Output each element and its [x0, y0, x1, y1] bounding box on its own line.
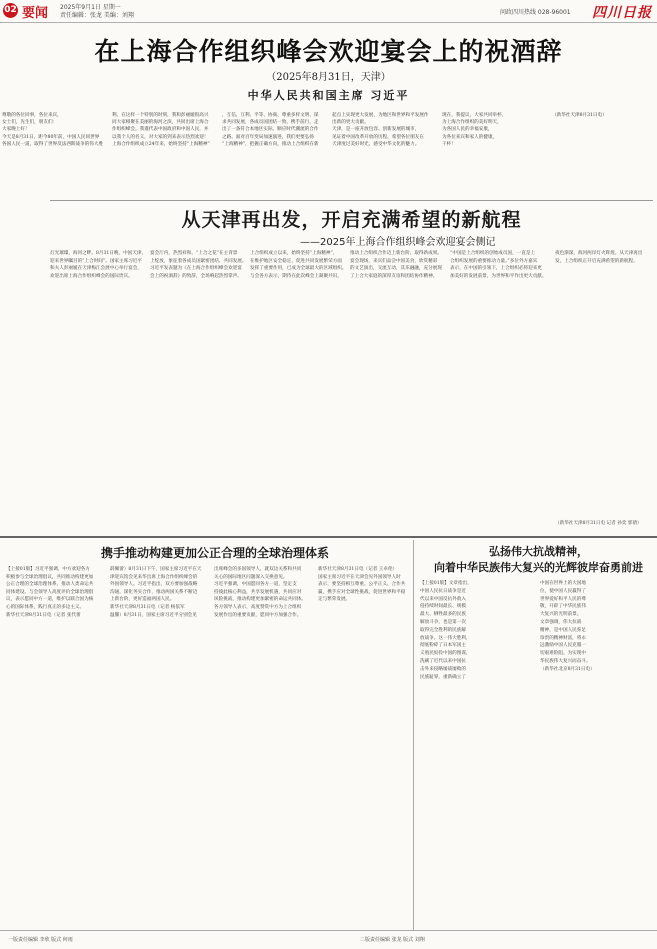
feature-byline: （新华社天津8月31日电 记者 孙奕 郭倩） — [555, 521, 642, 526]
text-line: 各方领导人表示，高度赞赏中方为上合组织 — [214, 604, 302, 610]
text-line: 新华社天津8月31日电（记者 杨依军 — [110, 604, 185, 610]
issue-date: 2025年9月1日 星期一 — [60, 4, 121, 11]
text-line: 习近平发表题为《在上海合作组织峰会欢迎宴 — [150, 266, 242, 272]
text-line: 津迎宾馆会见来华出席上海合作组织峰会的 — [110, 574, 198, 580]
section-divider — [50, 200, 653, 201]
text-line: 公正合理的全球治理体系，推动人类命运共 — [6, 582, 94, 588]
text-line: 为上海合作组织的美好明天， — [442, 120, 502, 126]
text-line: 新华社天津8月31日电（记者 张代蕾 — [6, 612, 81, 618]
text-line: 夜色渐深，海河两岸灯火辉煌。从天津再出 — [555, 251, 643, 256]
text-column — [150, 250, 246, 280]
text-line: 新华社天津8月31日电（记者 王卓伦） — [318, 567, 398, 572]
page-number: 02 — [3, 3, 18, 18]
toast-dateline: （2025年8月31日，天津） — [266, 72, 391, 83]
text-line: 外国领导人。习近平指出，双方要加强战略 — [110, 582, 198, 588]
section-name: 要闻 — [22, 6, 49, 21]
text-line: 同大家相聚在美丽的海河之滨，共同出席上海合 — [112, 120, 209, 126]
text-line: 国家主席习近平在天津会见外国领导人时 — [318, 574, 401, 580]
footer-left: 一版责任编辑 李欣 版式 何雨 — [8, 937, 73, 943]
text-line: 定与繁荣发展。 — [318, 597, 351, 603]
text-line: 宴会厅内，热烈祥和。“上合之花”在主背景 — [150, 251, 238, 256]
text-line: ，互信、互利、平等、协商、尊重多样文明、谋 — [222, 113, 319, 118]
text-column — [540, 580, 652, 674]
text-line: 彻底粉碎了日本军国主 — [420, 643, 466, 649]
text-line: 最大、牺牲最多的民族 — [420, 612, 466, 618]
issue-editor: 责任编辑：张龙 美编：刘翔 — [60, 12, 134, 19]
text-line: 义殖民奴役中国的图谋， — [420, 651, 471, 657]
text-line: 同体建设。与会领导人高度评价全球治理倡 — [6, 589, 94, 595]
text-line: 为各位来宾和家人的健康， — [442, 134, 498, 140]
text-column — [552, 112, 656, 119]
text-line: 今天是8月31日，距今80年前，中国人民同世界 — [2, 134, 100, 140]
text-column — [332, 112, 436, 148]
text-line: 代以来中国反抗外敌入 — [420, 596, 466, 602]
text-line: 大家晚上好！ — [2, 127, 30, 133]
hotline-number: 问政四川热线 028-96001 — [500, 9, 571, 16]
text-line: 位，使中国人民赢得了 — [540, 588, 586, 594]
text-line: 天津度过美好时光，感受中华文化的魅力。 — [332, 141, 420, 147]
text-line: 薛佩蕾）8月31日下午，国家主席习近平在天 — [110, 567, 202, 572]
text-line: 加美好的发展前景，为世界和平作出更大贡献。 — [450, 273, 546, 279]
text-line: 表示，要坚持相互尊重、公平正义、合作共 — [318, 582, 406, 588]
text-line: “上海精神”，把握正确方向，推动上合组织在新 — [222, 141, 319, 147]
article-right-title-line1: 弘扬伟大抗战精神， — [489, 545, 588, 558]
text-column — [214, 566, 312, 619]
text-line: 以我个人的名义，对大家的到来表示热烈欢迎！ — [112, 134, 209, 140]
text-column — [222, 112, 326, 148]
text-line: 远激励中国人民克服一 — [540, 643, 586, 649]
text-line: 议，表示愿同中方一道，维护以联合国为核 — [6, 597, 94, 603]
toast-headline: 在上海合作组织峰会欢迎宴会上的祝酒辞 — [94, 37, 563, 66]
text-column — [420, 580, 532, 681]
text-line: 中国在世界上的大国地 — [540, 581, 586, 586]
text-line: 大复兴的光明前景。 — [540, 612, 582, 618]
text-line: 各国人民一道，取得了世界反法西斯战争的伟大胜 — [2, 141, 104, 147]
text-line: 上合组织成立以来，始终坚持“上海精神”， — [250, 251, 338, 256]
text-line: 为各国人民的幸福安康， — [442, 127, 493, 133]
text-line: 持彼此核心利益，共享发展机遇，共同应对 — [214, 589, 302, 595]
text-line: 起点上实现更大发展，为地区和世界和平发展作 — [332, 113, 429, 118]
text-line: 民族耻辱，重新确立了 — [420, 674, 466, 680]
text-line: 干杯！ — [442, 141, 456, 147]
text-column — [250, 250, 346, 280]
text-line: 尊敬的各位同事，各位来宾， — [2, 113, 62, 118]
text-line: 天津，是一座开放包容、创新发展的城市， — [332, 127, 420, 133]
text-column — [555, 250, 651, 265]
text-line: 和夫人彭丽媛在天津梅江会展中心举行宴会， — [50, 266, 142, 272]
newspaper-logo: 四川日报 — [592, 5, 652, 21]
text-line: 【上接01版】习近平强调，中方欢迎各方 — [6, 567, 90, 572]
text-line: 之路。面对百年变局加速演进，我们更要弘扬 — [222, 134, 314, 140]
text-line: 出新的更大贡献。 — [332, 120, 369, 126]
text-line: 利。在这样一个特别的时刻，我和彭丽媛很高兴 — [112, 113, 209, 118]
text-line: 与会各方表示，期待在此次峰会上凝聚共识， — [250, 273, 342, 279]
page-footer — [0, 930, 657, 949]
text-line: 表示，在中国的引领下，上合组织必将迎来更 — [450, 266, 542, 272]
text-column — [110, 566, 208, 619]
text-column — [450, 250, 546, 280]
text-line: 心的国际体系，践行真正的多边主义。 — [6, 604, 85, 610]
text-line: “中国是上合组织的创始成员国，一直是上 — [450, 251, 536, 256]
text-line: 敬，开辟了中华民族伟 — [540, 604, 586, 610]
text-column — [6, 566, 104, 619]
text-line: 出席峰会的多国领导人，就双边关系和共同 — [214, 567, 302, 572]
text-line: 世界爱好和平人民的尊 — [540, 596, 586, 602]
text-line: 合组织发展的重要推动力量。”多位外方嘉宾 — [450, 258, 538, 264]
text-line: 珍贵的精神财富，将永 — [540, 635, 586, 641]
text-line: 赢，携手应对全球性挑战，促进世界和平稳 — [318, 589, 406, 595]
text-line: （新华社北京8月31日电） — [540, 666, 595, 672]
text-column — [112, 112, 216, 148]
text-line: 【上接01版】文章指出， — [420, 581, 472, 586]
feature-title: 从天津再出发，开启充满希望的新航程 — [181, 209, 522, 231]
text-line: 中国人民抗日战争是近 — [420, 588, 466, 594]
text-line: 作组织峰会。我谨代表中国政府和中国人民，并 — [112, 127, 209, 133]
text-line: 侵持续时间最长、规模 — [420, 604, 466, 610]
text-line: 的文艺演出，交流互动，其乐融融，充分展现 — [350, 266, 442, 272]
text-line: 洗刷了近代以来中国抗 — [420, 658, 466, 664]
page-masthead — [0, 0, 657, 23]
text-line: 放战争。这一伟大胜利， — [420, 635, 471, 641]
text-line: 现在，我提议，大家共同举杯， — [442, 113, 507, 118]
text-line: 风险挑战，推动构建更加紧密的命运共同体。 — [214, 597, 306, 603]
text-line: 欢迎出席上海合作组织峰会的国际贵宾。 — [50, 273, 133, 279]
text-line: 习近平强调，中国愿同各方一道，坚定支 — [214, 582, 297, 588]
text-line: 女士们，先生们，朋友们： — [2, 120, 58, 126]
text-column — [350, 250, 446, 280]
text-line: 切艰难险阻、为实现中 — [540, 651, 586, 657]
text-line: 灯光璀璨，海河之畔。8月31日晚，中国天津， — [50, 251, 146, 256]
text-line: 求共同发展，各成员国团结一致、携手前行，走 — [222, 120, 319, 126]
text-line: 温馨）8月31日，国家主席习近平分别会见 — [110, 612, 197, 618]
text-line: 了上合大家庭的深厚友谊和团结协作精神。 — [350, 273, 438, 279]
text-line: 精神，是中国人民弥足 — [540, 627, 586, 633]
text-column — [442, 112, 546, 148]
text-column — [318, 566, 416, 604]
text-column — [50, 250, 146, 280]
article-left-title: 携手推动构建更加公正合理的全球治理体系 — [100, 546, 329, 560]
text-line: 沟通，深化务实合作，推动两国关系不断迈 — [110, 589, 198, 595]
text-line: 关心的国际地区问题深入交换意见。 — [214, 574, 288, 580]
section-divider — [0, 536, 657, 538]
text-line: （新华社天津8月31日电） — [552, 113, 607, 118]
text-line: 出了一条符合本地区实际、顺应时代潮流的合作 — [222, 127, 319, 133]
text-line: 上海合作组织成立24年来，始终坚持“上海精神” — [112, 141, 210, 147]
text-line: 在维护地区安全稳定、促进共同发展繁荣方面 — [250, 258, 342, 264]
text-line: 文章强调，伟大抗战 — [540, 619, 582, 625]
footer-right: 二版责任编辑 张龙 版式 刘翔 — [360, 937, 425, 943]
text-line: 华民族伟大复兴而奋斗。 — [540, 658, 591, 664]
text-line: 发展作出的重要贡献，愿同中方加强合作。 — [214, 612, 302, 618]
text-line: 解放斗争，也是第一次 — [420, 619, 466, 625]
toast-byline: 中华人民共和国主席 习近平 — [247, 89, 410, 102]
text-line: 推动上合组织合作迈上新台阶、取得新成果。 — [350, 251, 442, 256]
text-line: 击外来侵略屡战屡败的 — [420, 666, 466, 672]
text-line: 上绽放，象征着各成员国紧密团结、共同发展。 — [150, 258, 246, 264]
text-line: 见证着中国改革开放的历程。希望各位朋友在 — [332, 134, 424, 140]
text-line: 上新台阶，更好造福两国人民。 — [110, 597, 175, 603]
feature-subtitle: ——2025年上海合作组织峰会欢迎宴会侧记 — [300, 237, 496, 248]
text-line: 取得完全胜利的民族解 — [420, 627, 466, 633]
text-line: 发挥了重要作用，已成为全球最大的区域组织。 — [250, 266, 346, 272]
article-right-title-line2: 向着中华民族伟大复兴的光辉彼岸奋勇前进 — [434, 561, 643, 574]
text-column — [2, 112, 106, 148]
text-line: 迎来世界瞩目的“上合时间”。国家主席习近平 — [50, 258, 142, 264]
text-line: 会上的祝酒辞》的致辞，全场响起热烈掌声。 — [150, 273, 242, 279]
text-line: 发，上合组织正开启充满希望的新航程。 — [555, 258, 638, 264]
text-line: 积极参与全球治理倡议，共同推动构建更加 — [6, 574, 94, 580]
text-line: 宴会现场，来宾们品尝中国美食，欣赏精彩 — [350, 258, 438, 264]
